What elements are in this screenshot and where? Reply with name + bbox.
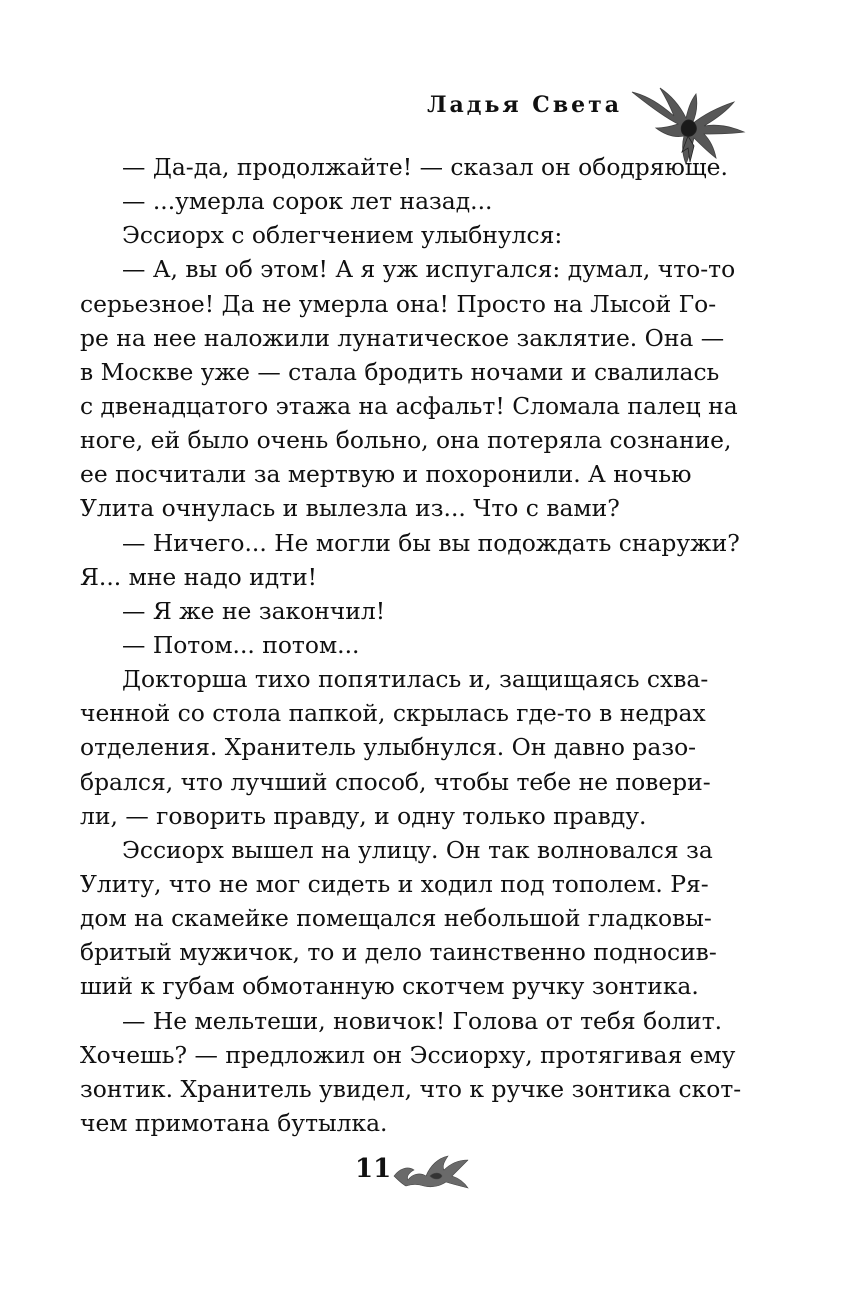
text-line: чем примотана бутылка. (80, 1108, 388, 1137)
text-line: серьезное! Да не умерла она! Просто на Лысой Го- (80, 289, 717, 318)
running-title: Ладья Света (427, 92, 622, 118)
text-line: Улита очнулась и вылезла из... Что с вами? (80, 494, 620, 523)
text-line: — Ничего... Не могли бы вы подождать снаружи? (122, 528, 740, 557)
text-line: Эссиорх с облегчением улыбнулся: (122, 221, 563, 250)
text-line: Эссиорх вышел на улицу. Он так волновался за (122, 835, 713, 864)
text-line: зонтик. Хранитель увидел, что к ручке зонтика скот- (80, 1074, 742, 1103)
text-line: дом на скамейке помещался небольшой гладковы- (80, 904, 712, 933)
text-line: Я... мне надо идти! (80, 562, 318, 591)
text-line: ший к губам обмотанную скотчем ручку зонтика. (80, 972, 699, 1001)
page-number: 11 (355, 1154, 392, 1184)
text-line: ченной со стола папкой, скрылась где-то в недрах (80, 699, 706, 728)
text-line: с двенадцатого этажа на асфальт! Сломала палец на (80, 391, 738, 420)
text-line: — А, вы об этом! А я уж испугался: думал, что-то (122, 255, 736, 284)
text-line: — Не мельтеши, новичок! Голова от тебя болит. (122, 1006, 723, 1035)
text-line: ее посчитали за мертвую и похоронили. А ночью (80, 460, 692, 489)
text-line: Хочешь? — предложил он Эссиорху, протягивая ему (80, 1040, 736, 1069)
text-line: брался, что лучший способ, чтобы тебе не повери- (80, 767, 711, 796)
text-line: — Да-да, продолжайте! — сказал он ободряюще. (122, 153, 728, 181)
dragon-flourish-icon (390, 1146, 472, 1192)
text-line: ли, — говорить правду, и одну только правду. (80, 801, 647, 830)
text-line: Улиту, что не мог сидеть и ходил под тополем. Ря- (80, 869, 709, 898)
text-line: в Москве уже — стала бродить ночами и свалилась (80, 357, 720, 386)
text-line: Докторша тихо попятилась и, защищаясь схва- (122, 665, 709, 694)
text-line: — Потом... потом... (122, 630, 360, 659)
text-line: бритый мужичок, то и дело таинственно подносив- (80, 938, 717, 967)
text-line: — ...умерла сорок лет назад... (122, 187, 493, 216)
body-text (80, 150, 742, 1140)
text-line: — Я же не закончил! (122, 596, 386, 625)
text-line: отделения. Хранитель улыбнулся. Он давно разо- (80, 733, 697, 762)
text-line: ноге, ей было очень больно, она потеряла сознание, (80, 426, 732, 455)
text-line: ре на нее наложили лунатическое заклятие. Она — (80, 323, 725, 352)
